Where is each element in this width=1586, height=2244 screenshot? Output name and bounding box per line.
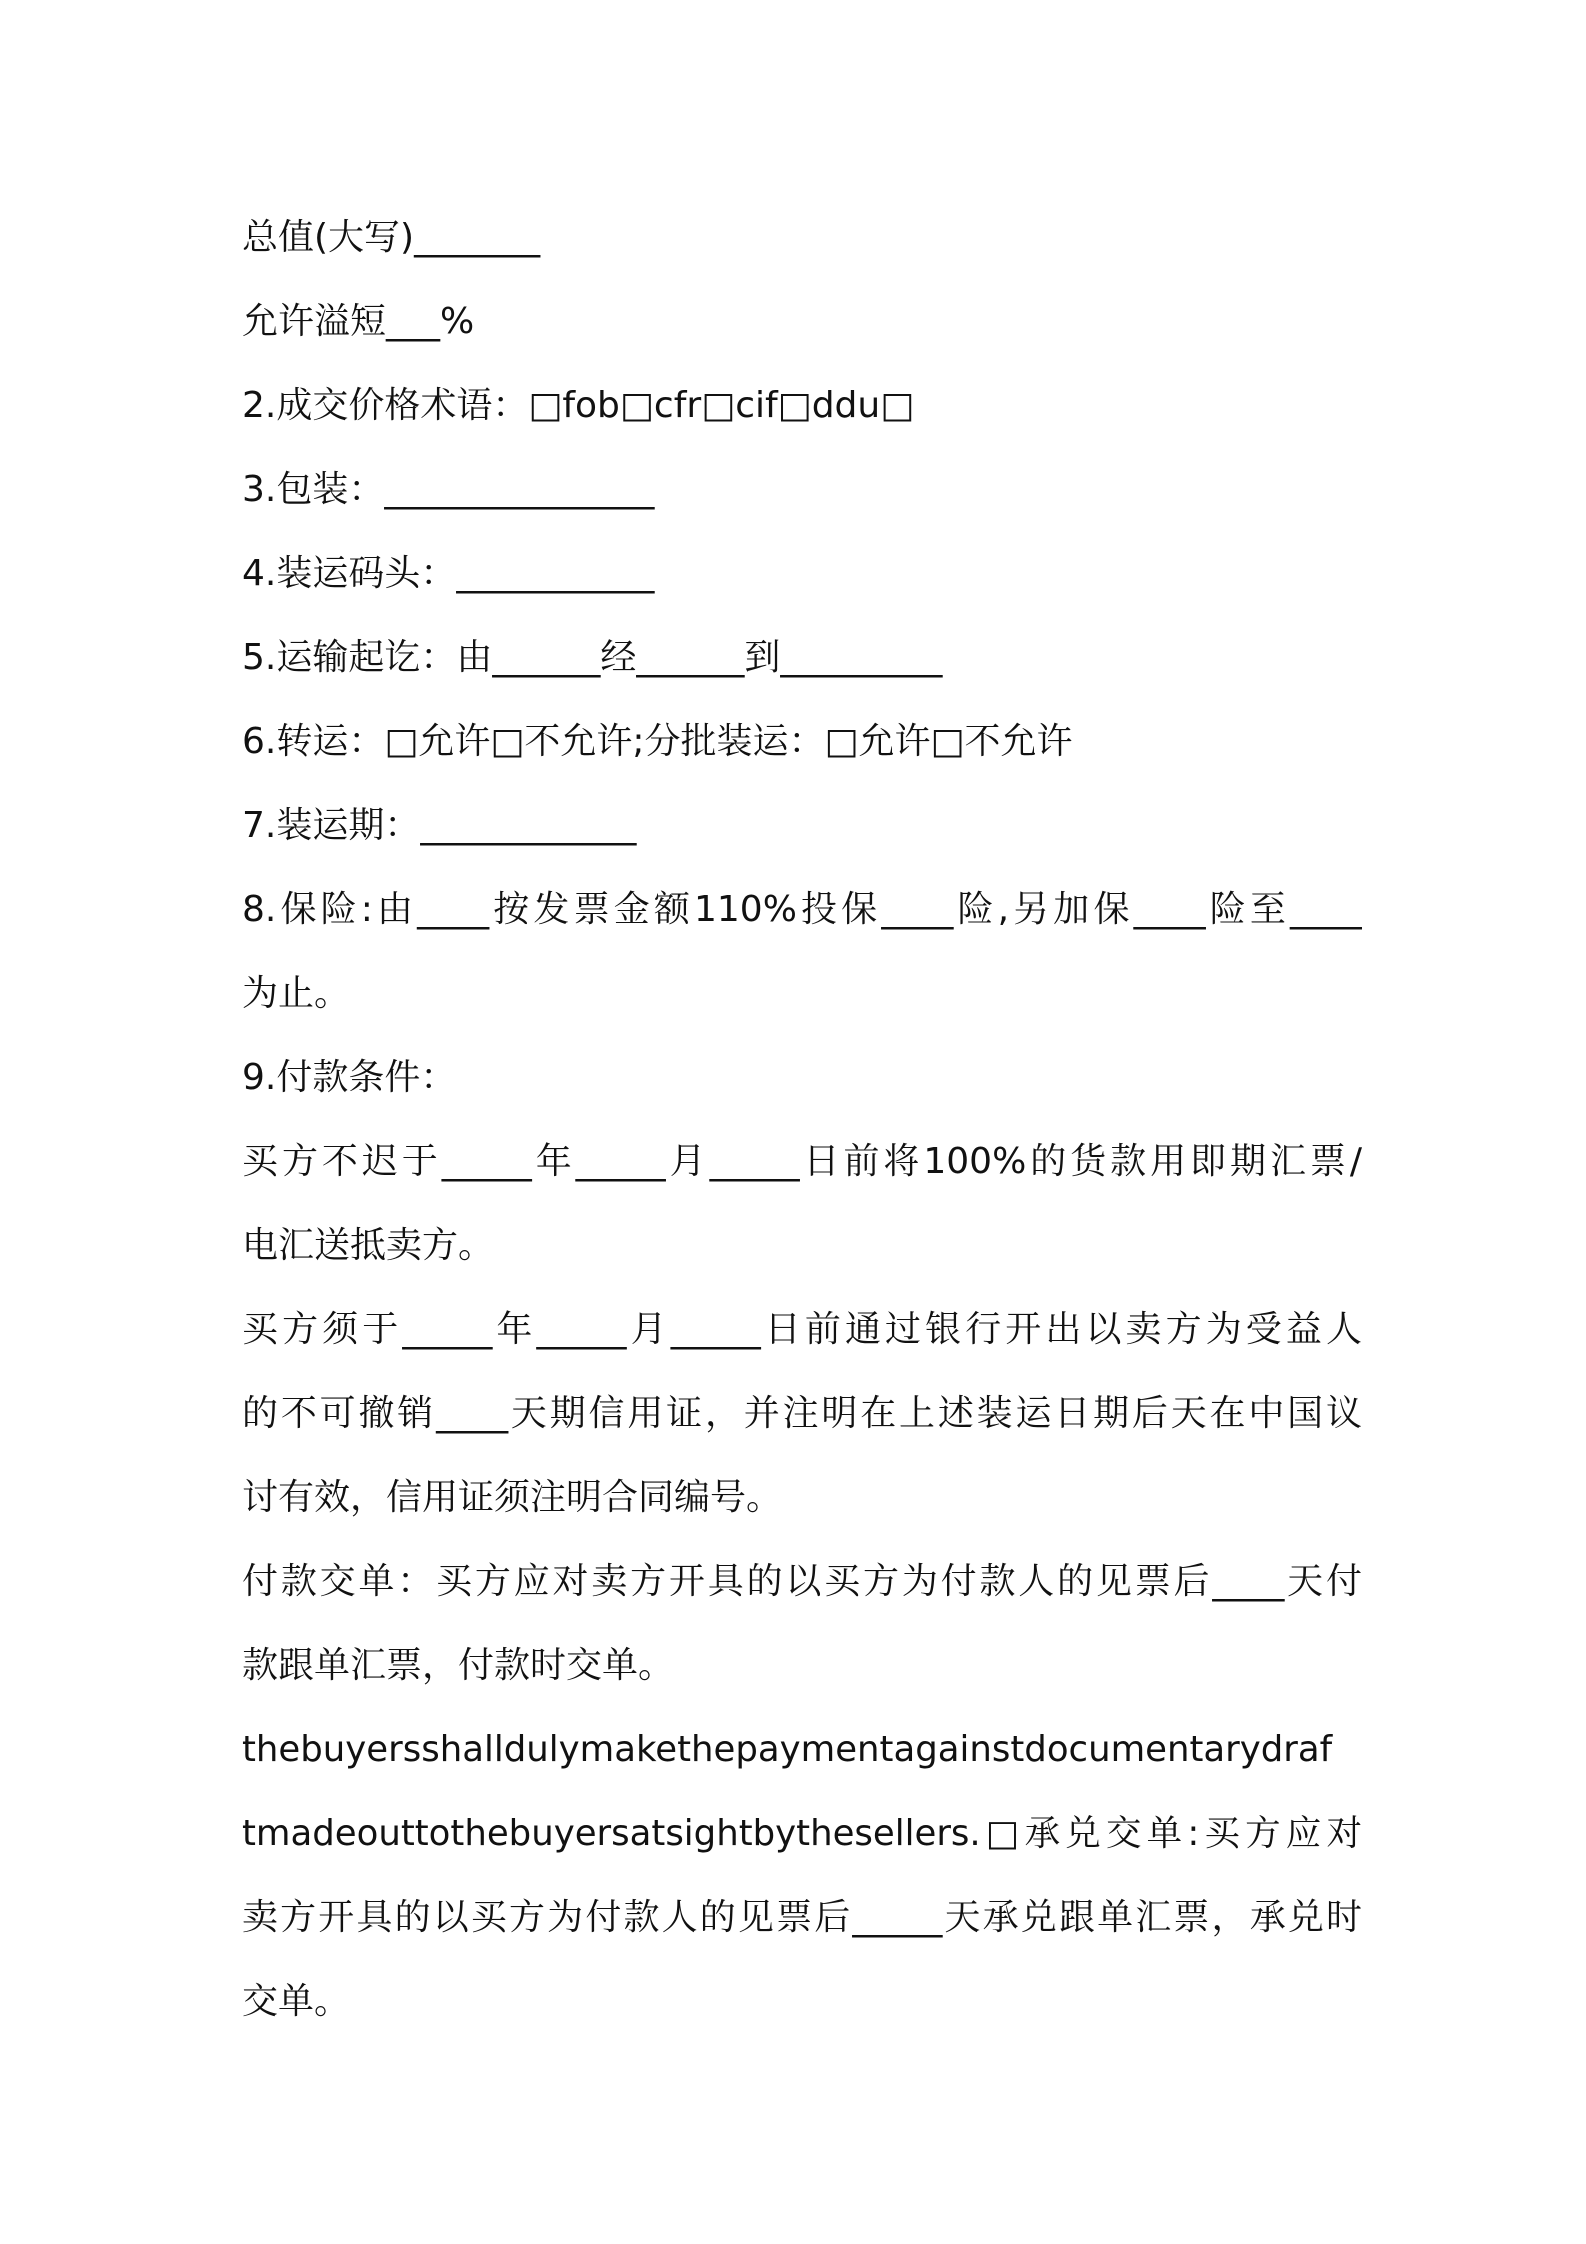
documents-against-payment-line: 付款交单：买方应对卖方开具的以买方为付款人的见票后____天付 (242, 1561, 1362, 1602)
transport-route-line: 5.运输起讫：由______经______到_________ (242, 637, 943, 678)
insurance-line: 8.保险:由____按发票金额110%投保____险,另加保____险至____ (242, 889, 1362, 930)
documents-against-payment-line-end: 款跟单汇票，付款时交单。 (242, 1645, 675, 1686)
price-terms-line: 2.成交价格术语：□fob□cfr□cif□ddu□ (242, 385, 915, 426)
insurance-line-end: 为止。 (242, 973, 351, 1014)
english-payment-line-1: thebuyersshalldulymakethepaymentagainstdocumentarydraf (242, 1729, 1333, 1770)
payment-remittance-line-end: 电汇送抵卖方。 (242, 1225, 495, 1266)
tolerance-line: 允许溢短___% (242, 301, 475, 342)
shipment-period-line: 7.装运期：____________ (242, 805, 637, 846)
packing-line: 3.包装：_______________ (242, 469, 655, 510)
documents-against-acceptance-line-end: 交单。 (242, 1981, 351, 2022)
payment-remittance-line: 买方不迟于_____年_____月_____日前将100%的货款用即期汇票/ (242, 1141, 1362, 1182)
total-value-line: 总值(大写)_______ (242, 217, 541, 258)
english-payment-line-2: tmadeouttothebuyersatsightbythesellers.□承兑交单:买方应对 (242, 1813, 1362, 1854)
letter-of-credit-line-2: 的不可撤销____天期信用证，并注明在上述装运日期后天在中国议 (242, 1393, 1362, 1434)
letter-of-credit-line-1: 买方须于_____年_____月_____日前通过银行开出以卖方为受益人 (242, 1309, 1362, 1350)
payment-terms-heading: 9.付款条件： (242, 1057, 457, 1098)
transshipment-line: 6.转运：□允许□不允许;分批装运：□允许□不允许 (242, 721, 1073, 762)
document-body (242, 196, 1362, 2044)
letter-of-credit-line-3: 讨有效，信用证须注明合同编号。 (242, 1477, 783, 1518)
loading-port-line: 4.装运码头：___________ (242, 553, 655, 594)
documents-against-acceptance-line: 卖方开具的以买方为付款人的见票后_____天承兑跟单汇票，承兑时 (242, 1897, 1362, 1938)
